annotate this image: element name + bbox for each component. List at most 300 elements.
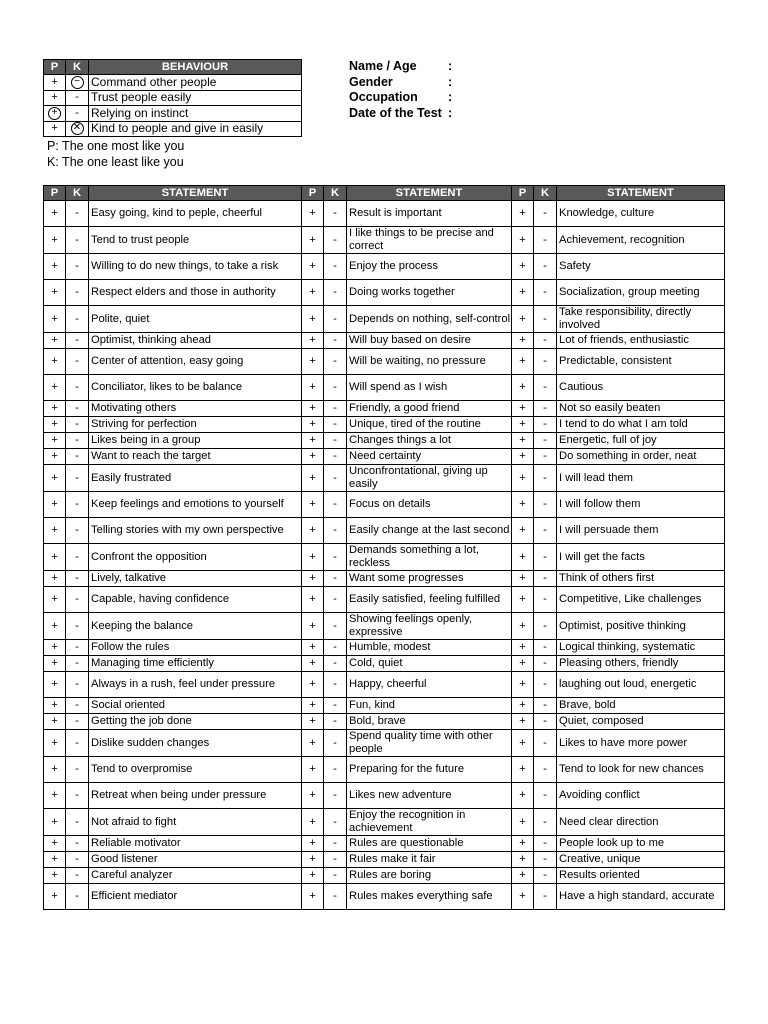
p-mark[interactable]: + (302, 884, 324, 910)
p-mark: + (48, 107, 61, 120)
p-mark[interactable]: + (302, 571, 324, 587)
k-mark[interactable]: - (324, 449, 347, 465)
k-mark[interactable]: - (324, 571, 347, 587)
p-mark[interactable]: + (512, 449, 534, 465)
statement-text: I like things to be precise and correct (347, 227, 512, 254)
k-mark[interactable]: - (534, 836, 557, 852)
p-mark[interactable]: + (512, 836, 534, 852)
p-mark[interactable]: + (512, 852, 534, 868)
p-mark[interactable]: + (44, 587, 66, 613)
p-mark[interactable]: + (44, 433, 66, 449)
behaviour-table (43, 59, 302, 137)
p-mark[interactable]: + (44, 698, 66, 714)
legend-p: P: The one most like you (47, 139, 185, 153)
k-mark[interactable]: - (66, 280, 89, 306)
k-mark[interactable]: - (324, 809, 347, 836)
statement-text: Demands something a lot, reckless (347, 544, 512, 571)
p-mark[interactable]: + (44, 672, 66, 698)
k-mark: - (75, 106, 79, 119)
p-mark[interactable]: + (512, 333, 534, 349)
statement-text: Likes new adventure (347, 783, 512, 809)
k-mark[interactable]: - (324, 518, 347, 544)
p-mark[interactable]: + (44, 809, 66, 836)
k-mark[interactable]: - (534, 884, 557, 910)
k-mark[interactable]: - (324, 852, 347, 868)
gender-label: Gender (349, 74, 393, 89)
k-mark[interactable]: - (534, 433, 557, 449)
header-statement: STATEMENT (347, 186, 512, 201)
k-mark[interactable]: - (66, 518, 89, 544)
k-mark[interactable]: - (534, 492, 557, 518)
k-mark[interactable]: - (324, 730, 347, 757)
statement-row (44, 401, 725, 417)
p-mark[interactable]: + (302, 417, 324, 433)
p-mark[interactable]: + (512, 730, 534, 757)
p-mark[interactable]: + (512, 640, 534, 656)
statement-text: Logical thinking, systematic (557, 640, 725, 656)
p-mark[interactable]: + (302, 375, 324, 401)
k-mark[interactable]: - (534, 714, 557, 730)
p-mark[interactable]: + (44, 757, 66, 783)
occupation-label: Occupation (349, 90, 418, 105)
p-mark[interactable]: + (512, 465, 534, 492)
k-mark[interactable]: - (66, 449, 89, 465)
k-mark[interactable]: - (534, 852, 557, 868)
p-mark[interactable]: + (302, 868, 324, 884)
statement-text: Dislike sudden changes (89, 730, 302, 757)
p-mark[interactable]: + (512, 587, 534, 613)
header-p: P (512, 186, 534, 201)
p-mark[interactable]: + (44, 613, 66, 640)
statement-text: Achievement, recognition (557, 227, 725, 254)
p-mark[interactable]: + (44, 783, 66, 809)
p-mark[interactable]: + (302, 306, 324, 333)
statement-row (44, 613, 725, 640)
k-mark[interactable]: - (324, 417, 347, 433)
k-mark[interactable]: - (534, 375, 557, 401)
p-mark[interactable]: + (44, 280, 66, 306)
statement-text: Rules make it fair (347, 852, 512, 868)
p-mark[interactable]: + (302, 349, 324, 375)
k-mark[interactable]: - (324, 306, 347, 333)
statement-row (44, 201, 725, 227)
k-mark[interactable]: - (534, 227, 557, 254)
k-mark[interactable]: - (66, 836, 89, 852)
p-mark[interactable]: + (302, 757, 324, 783)
k-mark[interactable]: - (534, 349, 557, 375)
k-mark[interactable]: - (66, 417, 89, 433)
statement-text: Not so easily beaten (557, 401, 725, 417)
statement-row (44, 417, 725, 433)
statement-text: Enjoy the recognition in achievement (347, 809, 512, 836)
p-mark[interactable]: + (302, 698, 324, 714)
statement-text: Humble, modest (347, 640, 512, 656)
k-mark[interactable]: - (66, 544, 89, 571)
k-mark[interactable]: - (66, 201, 89, 227)
k-mark[interactable]: - (324, 884, 347, 910)
p-mark[interactable]: + (44, 730, 66, 757)
p-mark[interactable]: + (512, 783, 534, 809)
p-mark[interactable]: + (302, 449, 324, 465)
p-mark: + (51, 91, 58, 104)
statement-text: Bold, brave (347, 714, 512, 730)
p-mark[interactable]: + (512, 375, 534, 401)
p-mark[interactable]: + (512, 613, 534, 640)
header-p: P (302, 186, 324, 201)
behaviour-p-cell[interactable] (44, 90, 66, 106)
statement-text: Do something in order, neat (557, 449, 725, 465)
p-mark[interactable]: + (512, 254, 534, 280)
k-mark[interactable]: - (66, 433, 89, 449)
p-mark[interactable]: + (512, 656, 534, 672)
statement-text: I will persuade them (557, 518, 725, 544)
p-mark[interactable]: + (512, 401, 534, 417)
statement-row (44, 571, 725, 587)
statement-row (44, 868, 725, 884)
p-mark[interactable]: + (512, 714, 534, 730)
p-mark[interactable]: + (302, 836, 324, 852)
p-mark[interactable]: + (302, 254, 324, 280)
k-mark[interactable]: - (324, 227, 347, 254)
k-mark[interactable]: - (66, 698, 89, 714)
k-mark[interactable]: - (66, 492, 89, 518)
statement-text: Tend to trust people (89, 227, 302, 254)
behaviour-p-cell[interactable] (44, 121, 66, 137)
p-mark[interactable]: + (44, 465, 66, 492)
behaviour-row (44, 75, 302, 91)
p-mark[interactable]: + (44, 227, 66, 254)
k-mark[interactable]: - (324, 868, 347, 884)
p-mark[interactable]: + (302, 401, 324, 417)
k-mark[interactable]: - (324, 544, 347, 571)
statement-text: Will buy based on desire (347, 333, 512, 349)
statement-text: Will spend as I wish (347, 375, 512, 401)
behaviour-header-k: K (66, 60, 89, 75)
p-mark[interactable]: + (512, 433, 534, 449)
k-mark[interactable]: - (534, 757, 557, 783)
statement-row (44, 280, 725, 306)
header-p: P (44, 186, 66, 201)
p-mark[interactable]: + (512, 698, 534, 714)
k-mark[interactable]: - (66, 852, 89, 868)
statement-row (44, 730, 725, 757)
k-mark[interactable]: - (534, 698, 557, 714)
statement-text: Avoiding conflict (557, 783, 725, 809)
p-mark[interactable]: + (44, 449, 66, 465)
p-mark[interactable]: + (44, 868, 66, 884)
statement-text: Striving for perfection (89, 417, 302, 433)
p-mark[interactable]: + (302, 783, 324, 809)
k-mark[interactable]: - (66, 809, 89, 836)
statement-text: Easy going, kind to peple, cheerful (89, 201, 302, 227)
statement-text: Predictable, consistent (557, 349, 725, 375)
k-mark[interactable]: - (66, 306, 89, 333)
k-mark[interactable]: - (534, 417, 557, 433)
p-mark[interactable]: + (302, 465, 324, 492)
p-mark[interactable]: + (302, 492, 324, 518)
statement-row (44, 492, 725, 518)
p-mark[interactable]: + (44, 714, 66, 730)
p-mark[interactable]: + (512, 518, 534, 544)
statement-row (44, 836, 725, 852)
k-mark[interactable]: - (534, 518, 557, 544)
statement-text: Retreat when being under pressure (89, 783, 302, 809)
k-mark[interactable]: - (534, 544, 557, 571)
k-mark[interactable]: - (534, 449, 557, 465)
p-mark[interactable]: + (302, 227, 324, 254)
k-mark[interactable]: - (534, 640, 557, 656)
statement-row (44, 227, 725, 254)
k-mark[interactable]: - (534, 201, 557, 227)
p-mark[interactable]: + (302, 433, 324, 449)
k-mark[interactable]: - (324, 783, 347, 809)
header-statement: STATEMENT (557, 186, 725, 201)
p-mark[interactable]: + (44, 656, 66, 672)
p-mark[interactable]: + (302, 613, 324, 640)
k-mark[interactable]: - (66, 254, 89, 280)
statement-text: Social oriented (89, 698, 302, 714)
p-mark[interactable]: + (44, 518, 66, 544)
k-mark[interactable]: - (534, 306, 557, 333)
statement-row (44, 349, 725, 375)
k-mark[interactable]: - (324, 613, 347, 640)
p-mark[interactable]: + (512, 306, 534, 333)
behaviour-header-title: BEHAVIOUR (89, 60, 302, 75)
k-mark[interactable]: - (324, 656, 347, 672)
statement-text: Cold, quiet (347, 656, 512, 672)
statement-text: laughing out loud, energetic (557, 672, 725, 698)
statement-text: Focus on details (347, 492, 512, 518)
p-mark[interactable]: + (512, 492, 534, 518)
p-mark[interactable]: + (44, 417, 66, 433)
p-mark[interactable]: + (302, 852, 324, 868)
p-mark[interactable]: + (302, 730, 324, 757)
k-mark: − (71, 76, 84, 89)
p-mark[interactable]: + (512, 868, 534, 884)
statement-text: Preparing for the future (347, 757, 512, 783)
p-mark[interactable]: + (512, 227, 534, 254)
p-mark[interactable]: + (512, 571, 534, 587)
statement-text: Safety (557, 254, 725, 280)
k-mark[interactable]: - (534, 783, 557, 809)
statement-text: Center of attention, easy going (89, 349, 302, 375)
k-mark[interactable]: - (66, 672, 89, 698)
p-mark[interactable]: + (512, 672, 534, 698)
k-mark[interactable]: - (66, 349, 89, 375)
statement-text: Conciliator, likes to be balance (89, 375, 302, 401)
p-mark[interactable]: + (302, 280, 324, 306)
k-mark[interactable]: - (534, 656, 557, 672)
p-mark[interactable]: + (302, 333, 324, 349)
statement-text: Always in a rush, feel under pressure (89, 672, 302, 698)
k-mark[interactable]: - (534, 613, 557, 640)
statement-text: Competitive, Like challenges (557, 587, 725, 613)
p-mark[interactable]: + (44, 492, 66, 518)
statement-text: Keeping the balance (89, 613, 302, 640)
behaviour-text: Command other people (89, 75, 302, 91)
k-mark[interactable]: - (66, 587, 89, 613)
k-mark[interactable]: - (66, 868, 89, 884)
k-mark[interactable]: - (66, 375, 89, 401)
k-mark[interactable]: - (66, 227, 89, 254)
statement-text: Good listener (89, 852, 302, 868)
p-mark[interactable]: + (512, 884, 534, 910)
k-mark[interactable]: - (324, 349, 347, 375)
p-mark[interactable]: + (44, 884, 66, 910)
k-mark[interactable]: - (66, 333, 89, 349)
p-mark[interactable]: + (512, 544, 534, 571)
p-mark[interactable]: + (302, 518, 324, 544)
behaviour-p-cell[interactable] (44, 75, 66, 91)
k-mark[interactable]: - (324, 587, 347, 613)
k-mark[interactable]: - (66, 730, 89, 757)
statement-text: Happy, cheerful (347, 672, 512, 698)
statement-text: Creative, unique (557, 852, 725, 868)
p-mark[interactable]: + (302, 809, 324, 836)
k-mark: ✕ (71, 122, 84, 135)
p-mark[interactable]: + (512, 809, 534, 836)
p-mark[interactable]: + (44, 571, 66, 587)
k-mark[interactable]: - (534, 868, 557, 884)
statement-text: Likes to have more power (557, 730, 725, 757)
k-mark[interactable]: - (324, 375, 347, 401)
k-mark[interactable]: - (534, 672, 557, 698)
p-mark[interactable]: + (44, 375, 66, 401)
statement-row (44, 852, 725, 868)
p-mark[interactable]: + (302, 640, 324, 656)
behaviour-k-cell[interactable] (66, 75, 89, 91)
p-mark[interactable]: + (512, 417, 534, 433)
p-mark[interactable]: + (302, 201, 324, 227)
p-mark[interactable]: + (512, 280, 534, 306)
statement-text: Cautious (557, 375, 725, 401)
statement-text: Result is important (347, 201, 512, 227)
behaviour-p-cell[interactable] (44, 106, 66, 122)
header-k: K (534, 186, 557, 201)
statement-text: Telling stories with my own perspective (89, 518, 302, 544)
k-mark[interactable]: - (534, 730, 557, 757)
k-mark[interactable]: - (534, 280, 557, 306)
k-mark[interactable]: - (324, 714, 347, 730)
behaviour-k-cell[interactable] (66, 90, 89, 106)
k-mark[interactable]: - (534, 401, 557, 417)
p-mark[interactable]: + (44, 349, 66, 375)
statement-text: Showing feelings openly, expressive (347, 613, 512, 640)
p-mark: + (51, 75, 58, 88)
k-mark[interactable]: - (534, 254, 557, 280)
p-mark[interactable]: + (302, 672, 324, 698)
k-mark[interactable]: - (66, 783, 89, 809)
p-mark[interactable]: + (512, 201, 534, 227)
k-mark[interactable]: - (324, 280, 347, 306)
k-mark[interactable]: - (324, 201, 347, 227)
date-label: Date of the Test (349, 106, 442, 121)
k-mark[interactable]: - (66, 401, 89, 417)
k-mark[interactable]: - (324, 333, 347, 349)
p-mark[interactable]: + (44, 306, 66, 333)
p-mark[interactable]: + (44, 544, 66, 571)
k-mark[interactable]: - (66, 571, 89, 587)
statement-text: Want some progresses (347, 571, 512, 587)
k-mark[interactable]: - (534, 571, 557, 587)
k-mark[interactable]: - (324, 492, 347, 518)
statement-text: I will follow them (557, 492, 725, 518)
k-mark[interactable]: - (324, 672, 347, 698)
k-mark[interactable]: - (324, 433, 347, 449)
k-mark[interactable]: - (324, 698, 347, 714)
statement-row (44, 375, 725, 401)
p-mark[interactable]: + (44, 254, 66, 280)
k-mark[interactable]: - (324, 640, 347, 656)
p-mark[interactable]: + (44, 640, 66, 656)
statement-text: Knowledge, culture (557, 201, 725, 227)
statement-row (44, 254, 725, 280)
statement-row (44, 449, 725, 465)
statement-text: Rules are questionable (347, 836, 512, 852)
statement-text: Doing works together (347, 280, 512, 306)
k-mark[interactable]: - (66, 465, 89, 492)
statement-text: Rules makes everything safe (347, 884, 512, 910)
p-mark: + (51, 122, 58, 135)
legend-k: K: The one least like you (47, 155, 184, 169)
k-mark[interactable]: - (324, 254, 347, 280)
k-mark[interactable]: - (534, 809, 557, 836)
statement-text: Easily satisfied, feeling fulfilled (347, 587, 512, 613)
k-mark[interactable]: - (66, 714, 89, 730)
p-mark[interactable]: + (44, 201, 66, 227)
statement-row (44, 698, 725, 714)
statement-text: I will lead them (557, 465, 725, 492)
k-mark[interactable]: - (324, 465, 347, 492)
p-mark[interactable]: + (44, 333, 66, 349)
p-mark[interactable]: + (512, 349, 534, 375)
k-mark[interactable]: - (66, 757, 89, 783)
k-mark[interactable]: - (534, 333, 557, 349)
p-mark[interactable]: + (302, 656, 324, 672)
behaviour-k-cell[interactable] (66, 106, 89, 122)
p-mark[interactable]: + (44, 401, 66, 417)
statement-text: Need clear direction (557, 809, 725, 836)
statement-text: Changes things a lot (347, 433, 512, 449)
statement-text: Careful analyzer (89, 868, 302, 884)
k-mark[interactable]: - (66, 613, 89, 640)
statement-row (44, 433, 725, 449)
behaviour-k-cell[interactable] (66, 121, 89, 137)
p-mark[interactable]: + (512, 757, 534, 783)
k-mark[interactable]: - (66, 640, 89, 656)
p-mark[interactable]: + (302, 714, 324, 730)
p-mark[interactable]: + (44, 836, 66, 852)
statement-text: Pleasing others, friendly (557, 656, 725, 672)
p-mark[interactable]: + (302, 544, 324, 571)
k-mark[interactable]: - (534, 465, 557, 492)
k-mark[interactable]: - (534, 587, 557, 613)
k-mark[interactable]: - (66, 884, 89, 910)
k-mark[interactable]: - (66, 656, 89, 672)
k-mark[interactable]: - (324, 836, 347, 852)
k-mark[interactable]: - (324, 401, 347, 417)
statement-row (44, 783, 725, 809)
k-mark[interactable]: - (324, 757, 347, 783)
p-mark[interactable]: + (302, 587, 324, 613)
statement-text: Lively, talkative (89, 571, 302, 587)
statement-row (44, 544, 725, 571)
p-mark[interactable]: + (44, 852, 66, 868)
statement-text: Efficient mediator (89, 884, 302, 910)
statement-text: Respect elders and those in authority (89, 280, 302, 306)
statement-text: Take responsibility, directly involved (557, 306, 725, 333)
behaviour-row (44, 106, 302, 122)
